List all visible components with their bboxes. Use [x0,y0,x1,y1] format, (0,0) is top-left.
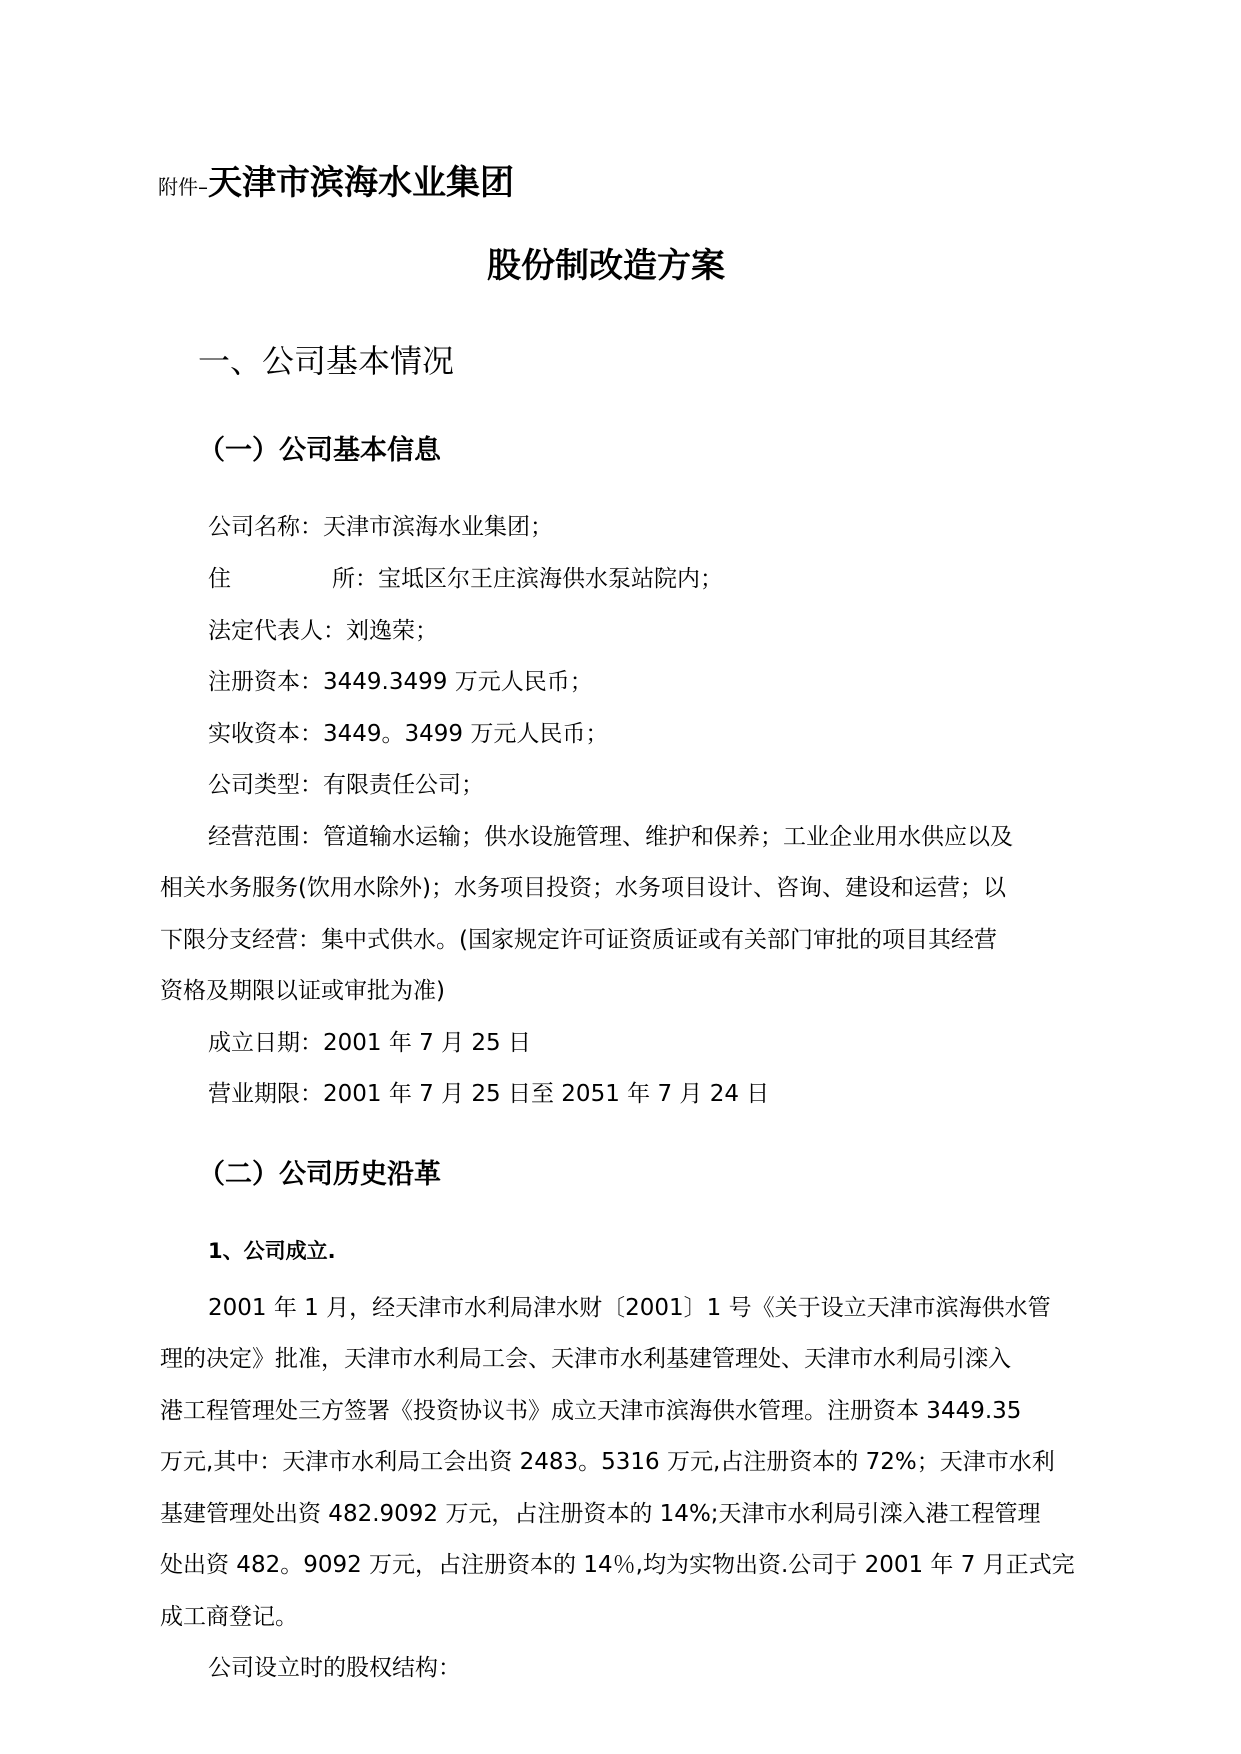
company-name-line: 公司名称：天津市滨海水业集团； [208,514,553,540]
equity-structure-intro: 公司设立时的股权结构： [208,1655,461,1681]
registered-capital-line: 注册资本：3449.3499 万元人民币； [208,669,593,695]
business-scope-line-2: 相关水务服务(饮用水除外)；水务项目投资；水务项目设计、咨询、建设和运营；以 [160,875,1006,901]
address-label-2: 所： [332,566,378,592]
title-main: 天津市滨海水业集团 [208,163,514,203]
title-prefix: 附件– [158,175,208,199]
address-line [208,560,723,593]
history-part-1-heading: 1、公司成立. [208,1239,336,1263]
section-heading-1: 一、公司基本情况 [198,342,455,380]
company-type-line: 公司类型：有限责任公司； [208,772,484,798]
business-scope-line-4: 资格及期限以证或审批为准) [160,978,445,1004]
subsection-heading-basic-info: （一）公司基本信息 [198,435,441,466]
legal-rep-line: 法定代表人：刘逸荣； [208,618,438,644]
history-paragraph-line: 基建管理处出资 482.9092 万元，占注册资本的 14%;天津市水利局引滦入港工程管理 [160,1501,1041,1527]
paid-capital-line: 实收资本：3449。3499 万元人民币； [208,721,609,747]
history-paragraph-line: 2001 年 1 月，经天津市水利局津水财〔2001〕1 号《关于设立天津市滨海供水管 [208,1295,1051,1321]
business-scope-line-3: 下限分支经营：集中式供水。(国家规定许可证资质证或有关部门审批的项目其经营 [160,927,997,953]
address-value: 宝坻区尔王庄滨海供水泵站院内； [378,566,723,592]
address-label-1: 住 [208,566,231,592]
document-title [158,155,514,204]
subsection-heading-history: （二）公司历史沿革 [198,1159,441,1190]
founded-date-line: 成立日期：2001 年 7 月 25 日 [208,1030,531,1056]
history-paragraph-line: 处出资 482。9092 万元，占注册资本的 14％,均为实物出资.公司于 2001 年 7 月正式完 [160,1552,1075,1578]
document-subtitle: 股份制改造方案 [487,246,725,286]
business-term-line: 营业期限：2001 年 7 月 25 日至 2051 年 7 月 24 日 [208,1081,770,1107]
business-scope-line-1: 经营范围：管道输水运输；供水设施管理、维护和保养；工业企业用水供应以及 [208,824,1013,850]
history-paragraph-line: 万元,其中：天津市水利局工会出资 2483。5316 万元,占注册资本的 72%；天津市水利 [160,1449,1055,1475]
history-paragraph-line: 理的决定》批准，天津市水利局工会、天津市水利基建管理处、天津市水利局引滦入 [160,1346,1011,1372]
history-paragraph-line: 港工程管理处三方签署《投资协议书》成立天津市滨海供水管理。注册资本 3449.35 [160,1398,1022,1424]
history-paragraph-line: 成工商登记。 [160,1604,298,1630]
